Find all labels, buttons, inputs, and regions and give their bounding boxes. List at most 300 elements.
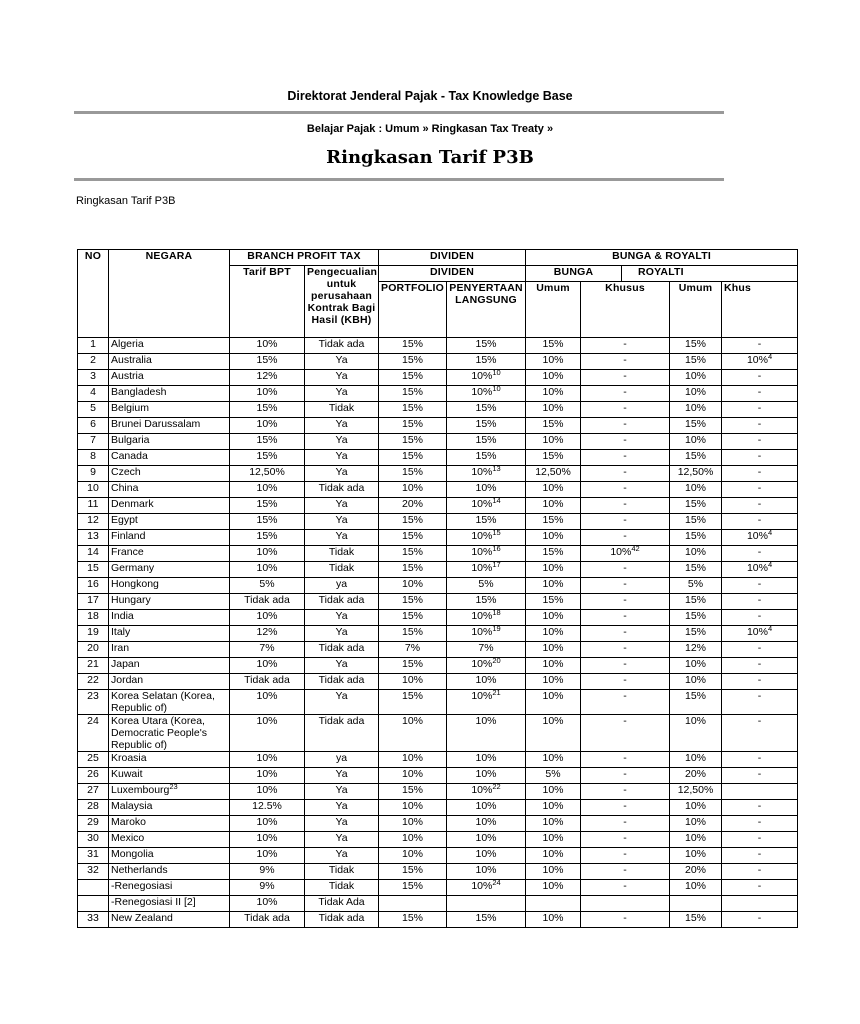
cell-bunga-umum: [526, 594, 581, 610]
cell-kbh-value: Ya: [335, 354, 348, 366]
table-row: [78, 784, 798, 800]
cell-bunga-khusus-value: -: [623, 530, 627, 542]
cell-royalti-khusus-value: -: [757, 514, 762, 526]
cell-tarif-bpt: [230, 674, 305, 690]
cell-royalti-khusus-value: 10%: [746, 562, 768, 574]
cell-bunga-khusus-value: -: [623, 498, 627, 510]
cell-portfolio: [379, 498, 447, 514]
cell-negara: [109, 546, 230, 562]
cell-negara: [109, 658, 230, 674]
cell-no: [78, 864, 109, 880]
breadcrumb[interactable]: Belajar Pajak : Umum » Ringkasan Tax Treaty »: [306, 123, 554, 135]
cell-no-value: 27: [87, 784, 99, 796]
cell-royalti-umum-value: 15%: [685, 594, 707, 606]
cell-no: [78, 912, 109, 928]
cell-portfolio: [379, 370, 447, 386]
cell-bunga-khusus-value: -: [623, 402, 627, 414]
cell-bunga-umum-value: 10%: [542, 386, 564, 398]
cell-portfolio-value: 10%: [402, 752, 424, 764]
cell-bunga-umum: [526, 562, 581, 578]
cell-royalti-umum-value: 12%: [685, 642, 707, 654]
cell-penyertaan-value: 15%: [475, 402, 497, 414]
cell-portfolio-value: 20%: [402, 498, 424, 510]
cell-portfolio-value: 15%: [402, 562, 424, 574]
cell-royalti-khusus-value: -: [757, 768, 762, 780]
cell-portfolio-value: 15%: [402, 338, 424, 350]
cell-royalti-umum: [670, 816, 722, 832]
cell-no: [78, 880, 109, 896]
cell-royalti-umum-value: 10%: [685, 386, 707, 398]
cell-negara: [109, 642, 230, 658]
cell-kbh-value: ya: [335, 578, 348, 590]
table-row: [78, 338, 798, 354]
cell-royalti-khusus-value: -: [757, 338, 762, 350]
cell-bunga-umum-value: 10%: [542, 354, 564, 366]
cell-bunga-umum: [526, 530, 581, 546]
cell-tarif-bpt: [230, 912, 305, 928]
cell-royalti-khusus: [722, 546, 798, 562]
cell-no-value: 8: [90, 450, 96, 462]
table-row: [78, 546, 798, 562]
cell-portfolio-value: 15%: [402, 466, 424, 478]
col-header-pengecualian-kbh: Pengecualian untuk perusahaan Kontrak Bagi Hasil (KBH): [305, 266, 379, 338]
cell-bunga-umum-value: 15%: [542, 338, 564, 350]
cell-royalti-umum-value: 15%: [685, 562, 707, 574]
cell-kbh-value: Ya: [335, 498, 348, 510]
cell-royalti-khusus-value: -: [757, 370, 762, 382]
cell-bunga-umum: [526, 658, 581, 674]
cell-royalti-umum: [670, 370, 722, 386]
header-divider: [74, 111, 724, 114]
col-header-branch-profit-tax: BRANCH PROFIT TAX: [230, 250, 379, 266]
cell-no-value: 31: [87, 848, 99, 860]
cell-kbh-value: Tidak: [328, 864, 355, 876]
cell-bunga-khusus-value: -: [623, 594, 627, 606]
cell-portfolio: [379, 562, 447, 578]
col-header-penyertaan-langsung: PENYERTAAN LANGSUNG: [447, 282, 526, 338]
cell-bunga-umum: [526, 715, 581, 752]
cell-royalti-khusus: [722, 466, 798, 482]
cell-tarif-bpt-value: 10%: [256, 610, 278, 622]
cell-no: [78, 848, 109, 864]
cell-royalti-khusus: [722, 864, 798, 880]
cell-no-value: 3: [90, 370, 96, 382]
cell-royalti-umum: [670, 848, 722, 864]
cell-royalti-umum-value: 15%: [685, 498, 707, 510]
cell-penyertaan: [447, 880, 526, 896]
cell-no: [78, 832, 109, 848]
cell-kbh: [305, 418, 379, 434]
cell-royalti-umum: [670, 498, 722, 514]
cell-bunga-khusus-value: -: [623, 626, 627, 638]
cell-bunga-khusus: [581, 880, 670, 896]
cell-bunga-umum: [526, 912, 581, 928]
cell-kbh: [305, 800, 379, 816]
cell-no: [78, 498, 109, 514]
cell-bunga-umum-value: 10%: [542, 912, 564, 924]
cell-bunga-khusus: [581, 674, 670, 690]
cell-penyertaan-value: 10%: [471, 658, 493, 670]
cell-penyertaan: [447, 690, 526, 715]
cell-tarif-bpt-value: 10%: [256, 482, 278, 494]
cell-bunga-umum: [526, 354, 581, 370]
cell-bunga-umum-value: 10%: [542, 715, 564, 727]
cell-bunga-khusus: [581, 370, 670, 386]
cell-royalti-umum-value: 15%: [685, 418, 707, 430]
cell-bunga-umum: [526, 514, 581, 530]
cell-kbh-value: Ya: [335, 418, 348, 430]
cell-kbh: [305, 896, 379, 912]
cell-tarif-bpt: [230, 578, 305, 594]
footnote-ref: 4: [767, 528, 773, 537]
cell-royalti-umum: [670, 402, 722, 418]
cell-royalti-khusus-value: -: [757, 434, 762, 446]
cell-kbh-value: Ya: [335, 690, 348, 702]
cell-kbh-value: Ya: [335, 450, 348, 462]
cell-penyertaan-value: 15%: [475, 912, 497, 924]
cell-bunga-umum-value: 10%: [542, 658, 564, 670]
cell-tarif-bpt: [230, 832, 305, 848]
cell-bunga-umum: [526, 848, 581, 864]
table-row: [78, 386, 798, 402]
cell-kbh: [305, 816, 379, 832]
cell-bunga-khusus: [581, 896, 670, 912]
cell-royalti-khusus-value: -: [757, 864, 762, 876]
table-row: [78, 912, 798, 928]
cell-penyertaan: [447, 498, 526, 514]
cell-kbh-value: Tidak ada: [318, 482, 365, 494]
cell-portfolio: [379, 594, 447, 610]
tariff-table-body: [78, 338, 798, 928]
cell-royalti-khusus-value: -: [757, 690, 762, 702]
cell-royalti-khusus: [722, 482, 798, 498]
table-row: [78, 626, 798, 642]
cell-kbh: [305, 402, 379, 418]
cell-portfolio-value: 15%: [402, 514, 424, 526]
cell-penyertaan: [447, 434, 526, 450]
cell-tarif-bpt-value: 15%: [256, 498, 278, 510]
cell-no: [78, 816, 109, 832]
cell-bunga-khusus: [581, 434, 670, 450]
table-row: [78, 418, 798, 434]
cell-negara: [109, 370, 230, 386]
cell-royalti-khusus-value: -: [757, 658, 762, 670]
cell-kbh-value: Ya: [335, 768, 348, 780]
cell-bunga-umum-value: 12,50%: [535, 466, 571, 478]
cell-royalti-umum: [670, 594, 722, 610]
cell-kbh: [305, 752, 379, 768]
col-header-tarif-bpt: Tarif BPT: [230, 266, 305, 338]
cell-portfolio: [379, 546, 447, 562]
cell-tarif-bpt-value: 15%: [256, 514, 278, 526]
cell-portfolio: [379, 578, 447, 594]
cell-tarif-bpt-value: 10%: [256, 816, 278, 828]
cell-negara: [109, 896, 230, 912]
cell-royalti-khusus-value: -: [757, 674, 762, 686]
cell-bunga-umum: [526, 610, 581, 626]
cell-bunga-umum-value: 10%: [542, 642, 564, 654]
cell-no: [78, 594, 109, 610]
cell-bunga-khusus-value: -: [623, 466, 627, 478]
cell-negara: [109, 674, 230, 690]
cell-portfolio-value: 15%: [402, 370, 424, 382]
cell-no: [78, 715, 109, 752]
cell-kbh-value: Tidak: [328, 562, 355, 574]
cell-bunga-khusus-value: -: [623, 514, 627, 526]
cell-negara: [109, 912, 230, 928]
table-row: [78, 642, 798, 658]
cell-penyertaan-value: 10%: [475, 848, 497, 860]
cell-penyertaan: [447, 896, 526, 912]
cell-kbh: [305, 594, 379, 610]
cell-kbh-value: Ya: [335, 832, 348, 844]
cell-portfolio-value: 10%: [402, 800, 424, 812]
cell-royalti-umum-value: 15%: [685, 610, 707, 622]
cell-no-value: 12: [87, 514, 99, 526]
cell-no: [78, 626, 109, 642]
cell-penyertaan: [447, 594, 526, 610]
cell-royalti-khusus-value: -: [757, 642, 762, 654]
cell-portfolio: [379, 642, 447, 658]
cell-tarif-bpt-value: 10%: [256, 896, 278, 908]
cell-royalti-umum-value: 10%: [685, 482, 707, 494]
cell-kbh-value: Ya: [335, 784, 348, 796]
cell-no: [78, 562, 109, 578]
cell-tarif-bpt-value: 10%: [256, 338, 278, 350]
cell-royalti-khusus-value: -: [757, 418, 762, 430]
table-row: [78, 578, 798, 594]
cell-penyertaan-value: 10%: [471, 880, 493, 892]
cell-bunga-umum-value: 10%: [542, 578, 564, 590]
cell-royalti-khusus: [722, 880, 798, 896]
cell-negara: [109, 482, 230, 498]
cell-kbh: [305, 338, 379, 354]
cell-royalti-umum: [670, 450, 722, 466]
cell-royalti-khusus: [722, 434, 798, 450]
cell-royalti-umum-value: 10%: [685, 674, 707, 686]
cell-royalti-khusus-value: -: [757, 880, 762, 892]
cell-tarif-bpt-value: 5%: [259, 578, 275, 590]
cell-penyertaan-value: 10%: [471, 530, 493, 542]
cell-no: [78, 450, 109, 466]
cell-bunga-umum: [526, 434, 581, 450]
table-row: [78, 768, 798, 784]
cell-negara: [109, 530, 230, 546]
cell-portfolio-value: 15%: [402, 594, 424, 606]
cell-negara-value: -Renegosiasi II [2]: [111, 896, 196, 908]
cell-kbh: [305, 578, 379, 594]
cell-kbh: [305, 690, 379, 715]
cell-bunga-khusus: [581, 864, 670, 880]
cell-bunga-khusus-value: -: [623, 482, 627, 494]
cell-kbh-value: Tidak Ada: [318, 896, 365, 908]
cell-tarif-bpt-value: 10%: [256, 658, 278, 670]
cell-royalti-khusus-value: -: [757, 546, 762, 558]
cell-bunga-umum-value: 10%: [542, 864, 564, 876]
cell-royalti-khusus: [722, 848, 798, 864]
cell-no-value: 7: [90, 434, 96, 446]
cell-no: [78, 690, 109, 715]
cell-kbh-value: Tidak: [328, 402, 355, 414]
footnote-ref: 20: [492, 656, 501, 665]
cell-portfolio: [379, 450, 447, 466]
cell-royalti-umum: [670, 610, 722, 626]
cell-royalti-umum-value: 12,50%: [677, 466, 714, 478]
table-row: [78, 800, 798, 816]
cell-portfolio: [379, 418, 447, 434]
cell-tarif-bpt: [230, 354, 305, 370]
cell-tarif-bpt-value: 7%: [259, 642, 275, 654]
cell-kbh-value: Tidak ada: [318, 594, 365, 606]
cell-royalti-khusus: [722, 912, 798, 928]
cell-bunga-umum: [526, 546, 581, 562]
cell-negara-value: Kuwait: [111, 768, 143, 780]
cell-royalti-umum: [670, 768, 722, 784]
table-row: [78, 498, 798, 514]
cell-kbh-value: Ya: [335, 370, 348, 382]
cell-penyertaan: [447, 848, 526, 864]
title-divider: [74, 178, 724, 181]
col-header-royalti: ROYALTI: [622, 266, 798, 282]
cell-kbh: [305, 482, 379, 498]
cell-negara: [109, 562, 230, 578]
col-header-bunga-royalti: BUNGA & ROYALTI: [526, 250, 798, 266]
cell-kbh: [305, 912, 379, 928]
cell-portfolio: [379, 912, 447, 928]
cell-royalti-khusus: [722, 690, 798, 715]
cell-kbh: [305, 498, 379, 514]
cell-bunga-umum: [526, 880, 581, 896]
cell-bunga-umum: [526, 690, 581, 715]
cell-penyertaan-value: 10%: [471, 370, 493, 382]
tariff-table: [77, 249, 798, 928]
cell-portfolio-value: 15%: [402, 450, 424, 462]
cell-penyertaan-value: 10%: [475, 832, 497, 844]
cell-no: [78, 482, 109, 498]
cell-no-value: 21: [87, 658, 99, 670]
cell-kbh: [305, 514, 379, 530]
cell-royalti-umum: [670, 514, 722, 530]
footnote-ref: 23: [169, 782, 178, 791]
cell-penyertaan: [447, 450, 526, 466]
cell-tarif-bpt: [230, 880, 305, 896]
cell-bunga-khusus: [581, 338, 670, 354]
cell-royalti-umum: [670, 482, 722, 498]
footnote-ref: 10: [492, 368, 501, 377]
cell-tarif-bpt: [230, 562, 305, 578]
cell-kbh-value: Tidak ada: [318, 912, 365, 924]
cell-bunga-khusus-value: -: [623, 578, 627, 590]
cell-royalti-umum-value: 15%: [685, 626, 707, 638]
cell-portfolio: [379, 816, 447, 832]
cell-kbh: [305, 784, 379, 800]
footnote-ref: 4: [767, 352, 773, 361]
cell-kbh: [305, 768, 379, 784]
cell-tarif-bpt: [230, 626, 305, 642]
cell-kbh-value: ya: [335, 752, 348, 764]
cell-tarif-bpt-value: 10%: [256, 386, 278, 398]
cell-bunga-khusus-value: -: [623, 674, 627, 686]
cell-royalti-khusus: [722, 768, 798, 784]
cell-no: [78, 896, 109, 912]
cell-portfolio-value: 10%: [402, 578, 424, 590]
cell-royalti-umum: [670, 864, 722, 880]
cell-bunga-khusus: [581, 912, 670, 928]
cell-penyertaan: [447, 626, 526, 642]
cell-kbh: [305, 715, 379, 752]
cell-bunga-khusus-value: -: [623, 386, 627, 398]
cell-portfolio: [379, 466, 447, 482]
cell-royalti-umum-value: 10%: [685, 800, 707, 812]
cell-royalti-umum: [670, 832, 722, 848]
cell-portfolio: [379, 402, 447, 418]
cell-bunga-umum-value: 5%: [545, 768, 561, 780]
cell-tarif-bpt-value: 9%: [259, 880, 275, 892]
cell-royalti-khusus: [722, 450, 798, 466]
cell-tarif-bpt-value: 12.5%: [252, 800, 282, 812]
cell-kbh: [305, 434, 379, 450]
cell-negara: [109, 626, 230, 642]
cell-royalti-khusus: [722, 354, 798, 370]
cell-kbh: [305, 354, 379, 370]
cell-royalti-khusus-value: -: [757, 610, 762, 622]
cell-bunga-umum-value: 10%: [542, 784, 564, 796]
cell-no-value: 18: [87, 610, 99, 622]
cell-no-value: 29: [87, 816, 99, 828]
cell-bunga-khusus: [581, 848, 670, 864]
cell-no: [78, 418, 109, 434]
cell-negara: [109, 715, 230, 752]
cell-tarif-bpt: [230, 642, 305, 658]
col-header-dividen-sub: DIVIDEN: [379, 266, 526, 282]
cell-penyertaan: [447, 816, 526, 832]
cell-negara: [109, 880, 230, 896]
cell-no-value: 11: [87, 498, 99, 510]
cell-negara-value: Italy: [111, 626, 131, 638]
cell-bunga-khusus: [581, 800, 670, 816]
cell-kbh: [305, 880, 379, 896]
cell-tarif-bpt: [230, 610, 305, 626]
cell-kbh-value: Ya: [335, 514, 348, 526]
cell-penyertaan-value: 10%: [475, 768, 497, 780]
cell-negara: [109, 386, 230, 402]
cell-royalti-umum-value: 15%: [685, 912, 707, 924]
col-header-dividen: DIVIDEN: [379, 250, 526, 266]
cell-bunga-umum-value: 10%: [542, 530, 564, 542]
cell-penyertaan: [447, 402, 526, 418]
cell-royalti-umum: [670, 626, 722, 642]
cell-penyertaan-value: 10%: [471, 690, 493, 702]
cell-bunga-umum: [526, 752, 581, 768]
table-row: [78, 674, 798, 690]
cell-negara: [109, 816, 230, 832]
cell-penyertaan-value: 15%: [475, 450, 497, 462]
cell-kbh-value: Ya: [335, 466, 348, 478]
cell-penyertaan: [447, 562, 526, 578]
cell-penyertaan-value: 10%: [475, 864, 497, 876]
cell-royalti-umum: [670, 562, 722, 578]
cell-bunga-umum: [526, 370, 581, 386]
cell-kbh: [305, 658, 379, 674]
cell-kbh: [305, 370, 379, 386]
cell-royalti-khusus-value: -: [757, 800, 762, 812]
cell-no-value: 2: [90, 354, 96, 366]
cell-no-value: 28: [87, 800, 99, 812]
cell-tarif-bpt: [230, 800, 305, 816]
cell-bunga-umum-value: 10%: [542, 626, 564, 638]
cell-negara-value: Egypt: [111, 514, 138, 526]
cell-bunga-umum: [526, 578, 581, 594]
